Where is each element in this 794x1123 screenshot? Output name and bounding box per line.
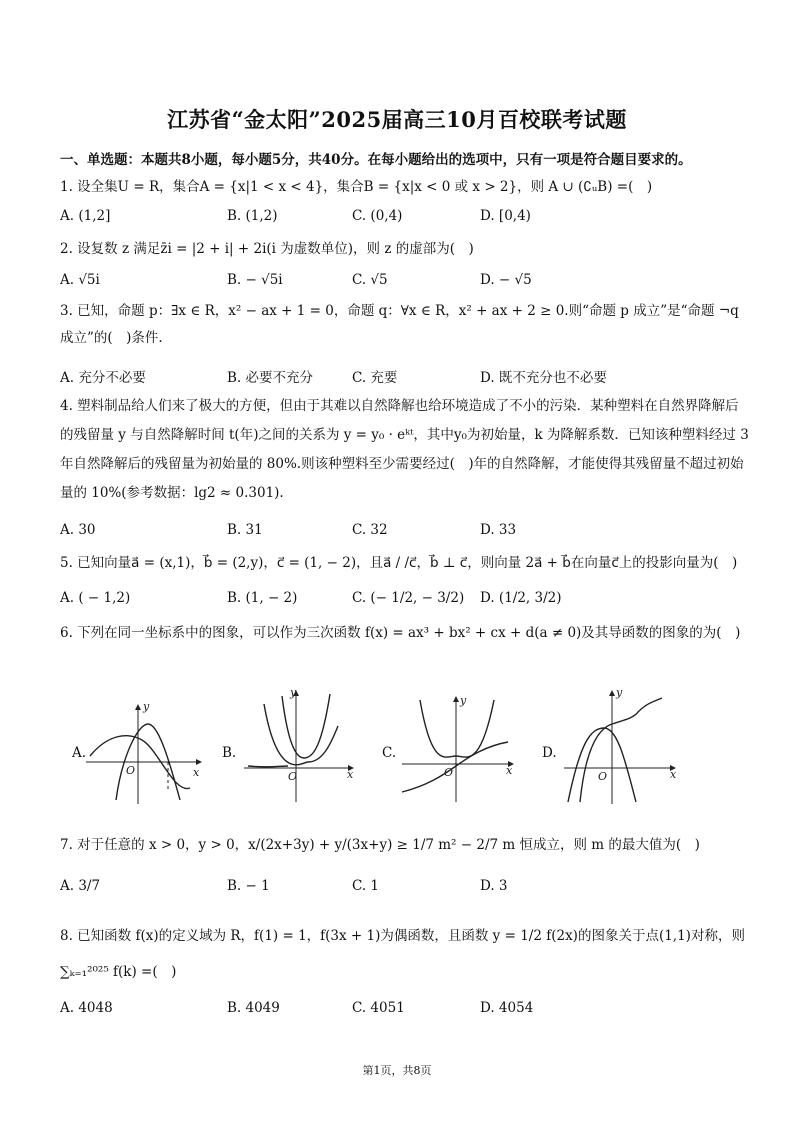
option-b: B. − 1	[227, 878, 270, 894]
axis-y-label: y	[290, 686, 297, 699]
question-3-options	[60, 366, 750, 390]
graph-c	[398, 690, 520, 806]
question-3: 3. 已知，命题 p：∃x ∈ R，x² − ax + 1 = 0，命题 q：∀x ∈ R，x² + ax + 2 ≥ 0.则“命题 p 成立”是“命题 ¬q 成立”的( )条件.	[60, 303, 739, 346]
origin-label: O	[126, 764, 136, 777]
option-a: A. ( − 1,2)	[60, 590, 131, 606]
option-d: D. 4054	[480, 1000, 534, 1016]
option-a-label: A.	[72, 745, 87, 761]
question-4-options	[60, 522, 750, 546]
option-b: B. 31	[227, 522, 263, 538]
option-d: D. − √5	[480, 272, 532, 288]
axis-x-label: x	[347, 768, 354, 781]
option-b: B. 4049	[227, 1000, 280, 1016]
option-a: A. 30	[60, 522, 96, 538]
option-a: A. 4048	[60, 1000, 113, 1016]
question-1-options	[60, 208, 750, 232]
question-8: 8. 已知函数 f(x)的定义域为 R，f(1) = 1，f(3x + 1)为偶函数，且函数 y = 1/2 f(2x)的图象关于点(1,1)对称，则∑ₖ₌₁²⁰²⁵ f(k) =( )	[60, 928, 745, 980]
question-6: 6. 下列在同一坐标系中的图象，可以作为三次函数 f(x) = ax³ + bx² + cx + d(a ≠ 0)及其导函数的图象的为( )	[60, 625, 741, 641]
option-d: D. 既不充分也不必要	[480, 370, 607, 386]
question-4: 4. 塑料制品给人们来了极大的方便，但由于其难以自然降解也给环境造成了不小的污染．某种塑料在自然界降解后的残留量 y 与自然降解时间 t(年)之间的关系为 y = y₀ · eᵏᵗ，其中y₀为初始量，k 为降解系数．已知该种塑料经过 3 年自然降解后的残留量为初始量的 80%.则该种塑料至少需要经过( )年的自然降解，才能使得其残留量不超过初始量的 10%(参考数据：lg2 ≈ 0.301).	[60, 398, 749, 501]
option-c: C. 充要	[352, 370, 398, 386]
axis-x-label: x	[670, 768, 677, 781]
axis-x-label: x	[506, 764, 513, 777]
option-c: C. (− 1/2, − 3/2)	[352, 590, 465, 606]
option-b-label: B.	[222, 745, 237, 761]
origin-label: O	[598, 770, 608, 783]
option-d-label: D.	[542, 745, 557, 761]
option-b: B. (1,2)	[227, 208, 278, 224]
question-2: 2. 设复数 z 满足z̄i = |2 + i| + 2i(i 为虚数单位)，则 z 的虚部为( )	[60, 241, 474, 257]
option-d: D. [0,4)	[480, 208, 531, 224]
graph-a	[86, 696, 208, 806]
option-a: A. 充分不必要	[60, 370, 146, 386]
question-2-options	[60, 272, 750, 296]
question-5: 5. 已知向量a⃗ = (x,1)，b⃗ = (2,y)，c⃗ = (1, − 2)，且a⃗ / /c⃗，b⃗ ⊥ c⃗，则向量 2a⃗ + b⃗在向量c⃗上的投影向量为( )	[60, 555, 738, 571]
question-1: 1. 设全集U = R，集合A = {x|1 < x < 4}，集合B = {x|x < 0 或 x > 2}，则 A ∪ (∁ᵤB) =( )	[60, 179, 653, 195]
option-b: B. − √5i	[227, 272, 283, 288]
option-d: D. 3	[480, 878, 508, 894]
option-c: C. 4051	[352, 1000, 405, 1016]
option-a: A. 3/7	[60, 878, 101, 894]
option-d: D. (1/2, 3/2)	[480, 590, 562, 606]
exam-title: 江苏省“金太阳”2025届高三10月百校联考试题	[167, 107, 627, 132]
option-c: C. √5	[352, 272, 388, 288]
graph-b	[238, 684, 360, 806]
option-a: A. (1,2]	[60, 208, 111, 224]
axis-y-label: y	[143, 700, 150, 713]
section-header: 一、单选题：本题共8小题，每小题5分，共40分。在每小题给出的选项中，只有一项是符合题目要求的。	[60, 152, 692, 168]
graph-d	[560, 684, 686, 806]
axis-x-label: x	[193, 766, 200, 779]
page-footer: 第1页，共8页	[362, 1064, 432, 1077]
option-c-label: C.	[382, 745, 397, 761]
axis-y-label: y	[460, 694, 467, 707]
option-d: D. 33	[480, 522, 517, 538]
question-7-options	[60, 878, 750, 902]
axis-y-label: y	[616, 686, 623, 699]
option-c: C. 32	[352, 522, 388, 538]
option-c: C. 1	[352, 878, 380, 894]
origin-label: O	[288, 770, 298, 783]
question-8-options	[60, 1000, 750, 1024]
origin-label: O	[444, 766, 454, 779]
option-b: B. 必要不充分	[227, 370, 314, 386]
question-7: 7. 对于任意的 x > 0，y > 0，x/(2x+3y) + y/(3x+y) ≥ 1/7 m² − 2/7 m 恒成立，则 m 的最大值为( )	[60, 837, 700, 853]
option-a: A. √5i	[60, 272, 100, 288]
question-5-options	[60, 590, 750, 614]
option-b: B. (1, − 2)	[227, 590, 298, 606]
option-c: C. (0,4)	[352, 208, 403, 224]
